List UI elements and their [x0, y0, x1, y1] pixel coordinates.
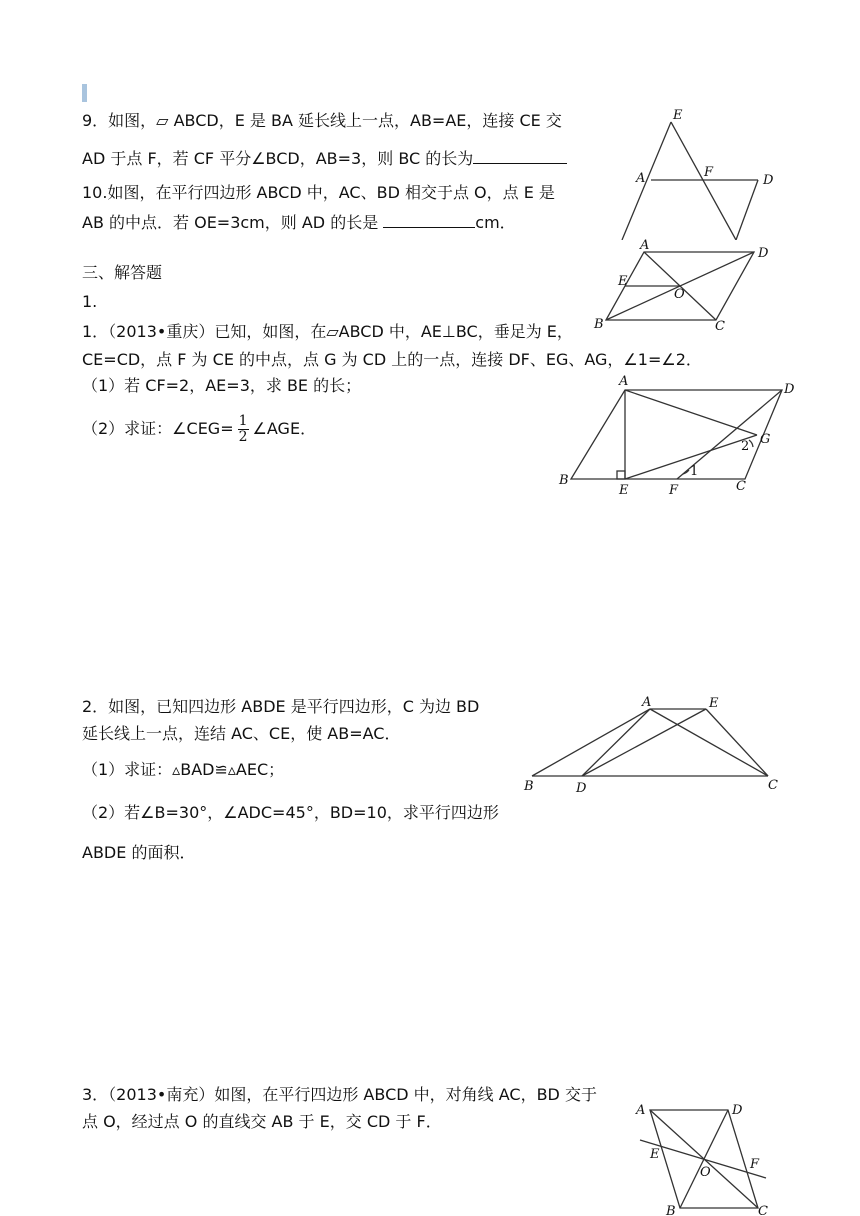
- label-d: D: [732, 1103, 743, 1118]
- label-angle-2: 2: [741, 439, 750, 454]
- p2-line2: 延长线上一点，连结 AC、CE，使 AB=AC．: [82, 724, 401, 743]
- p1-sub2-end: ∠AGE．: [252, 419, 317, 438]
- q10-line1: 10.如图，在平行四边形 ABCD 中，AC、BD 相交于点 O，点 E 是: [82, 183, 555, 202]
- label-e: E: [709, 696, 719, 711]
- q10-answer-blank[interactable]: [383, 211, 475, 228]
- label-d: D: [784, 382, 795, 397]
- label-d: D: [576, 781, 587, 796]
- label-e: E: [618, 274, 628, 289]
- q10-line2: [82, 211, 516, 234]
- label-d: D: [763, 173, 774, 188]
- q9-line1: 9．如图，▱ ABCD，E 是 BA 延长线上一点，AB=AE，连接 CE 交: [82, 111, 562, 130]
- q9-answer-blank[interactable]: [473, 147, 567, 164]
- section-number: 1.: [82, 292, 98, 311]
- q10-line2-text: AB 的中点．若 OE=3cm，则 AD 的长是: [82, 213, 384, 232]
- label-a: A: [619, 374, 629, 389]
- label-angle-1: 1: [690, 464, 699, 479]
- p2-sub2b: ABDE 的面积．: [82, 843, 196, 862]
- label-e: E: [619, 483, 629, 498]
- p1-sub2: [82, 414, 316, 445]
- section-title: 三、解答题: [82, 263, 163, 282]
- p2-line1: 2．如图，已知四边形 ABDE 是平行四边形，C 为边 BD: [82, 697, 480, 716]
- p3-line1: 3．（2013•南充）如图，在平行四边形 ABCD 中，对角线 AC，BD 交于: [82, 1085, 597, 1104]
- p1-sub1: （1）若 CF=2，AE=3，求 BE 的长；: [82, 376, 362, 395]
- p1-line1: 1．（2013•重庆）已知，如图，在▱ABCD 中，AE⊥BC，垂足为 E，: [82, 322, 573, 341]
- q10-unit: cm．: [475, 213, 516, 232]
- label-a: A: [642, 695, 652, 710]
- p1-sub2-text: （2）求证：∠CEG=: [82, 419, 234, 438]
- label-b: B: [559, 473, 569, 488]
- label-c: C: [758, 1204, 768, 1216]
- q9-line2-text: AD 于点 F，若 CF 平分∠BCD，AB=3，则 BC 的长为: [82, 149, 474, 168]
- label-c: C: [768, 778, 778, 793]
- label-e: E: [650, 1147, 660, 1162]
- label-f: F: [669, 483, 679, 498]
- label-b: B: [666, 1204, 676, 1216]
- q9-line2: [82, 147, 567, 170]
- figure-p3-parallelogram: [630, 1096, 780, 1216]
- label-e: E: [673, 108, 683, 123]
- one-half-fraction: [238, 414, 249, 445]
- label-o: O: [674, 287, 685, 302]
- label-d: D: [758, 246, 769, 261]
- p1-line2: CE=CD，点 F 为 CE 的中点，点 G 为 CD 上的一点，连接 DF、EG、AG，∠1=∠2．: [82, 350, 702, 369]
- label-g: G: [760, 432, 771, 447]
- label-c: C: [736, 479, 746, 494]
- fraction-denominator: 2: [238, 429, 248, 445]
- figure-p1-parallelogram: [555, 370, 800, 500]
- label-c: C: [715, 319, 725, 334]
- label-b: B: [524, 779, 534, 794]
- figure-p2-parallelogram: [516, 690, 786, 798]
- figure-q10-parallelogram: [590, 236, 780, 336]
- p3-line2: 点 O，经过点 O 的直线交 AB 于 E，交 CD 于 F．: [82, 1112, 442, 1131]
- fraction-numerator: 1: [238, 413, 248, 429]
- label-f: F: [704, 165, 714, 180]
- label-f: F: [750, 1157, 760, 1172]
- label-a: A: [636, 171, 646, 186]
- label-a: A: [640, 238, 650, 253]
- section-marker: [82, 84, 87, 102]
- label-b: B: [594, 317, 604, 332]
- p2-sub2: （2）若∠B=30°，∠ADC=45°，BD=10，求平行四边形: [82, 803, 499, 822]
- figure-q9-parallelogram: [606, 104, 796, 240]
- label-a: A: [636, 1103, 646, 1118]
- label-o: O: [700, 1165, 711, 1180]
- p2-sub1: （1）求证：▵BAD≌▵AEC；: [82, 760, 285, 779]
